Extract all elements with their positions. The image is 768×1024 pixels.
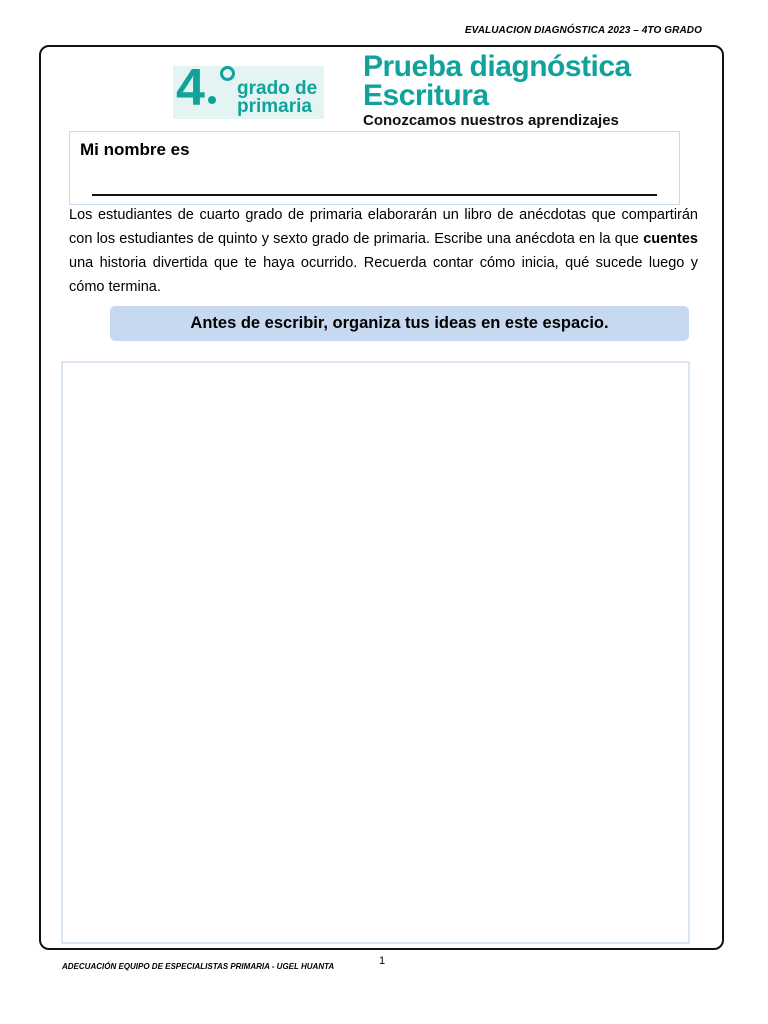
ideas-banner	[110, 306, 689, 341]
title-block	[363, 52, 683, 129]
page-header: EVALUACION DIAGNÓSTICA 2023 – 4TO GRADO	[464, 25, 702, 36]
ideas-banner-text: Antes de escribir, organiza tus ideas en este espacio.	[190, 314, 609, 332]
ideas-writing-area[interactable]	[61, 361, 690, 944]
name-label: Mi nombre es	[80, 140, 190, 159]
grade-badge	[173, 59, 324, 119]
instructions-text-2: una historia divertida que te haya ocurrido. Recuerda contar cómo inicia, qué sucede luego y cómo termina.	[69, 255, 698, 295]
instructions-paragraph	[69, 203, 698, 299]
name-box	[69, 131, 680, 205]
title-line-1: Prueba diagnóstica	[363, 50, 631, 83]
page-number: 1	[379, 955, 386, 967]
grade-label	[237, 80, 317, 116]
grade-number: 4	[176, 59, 205, 117]
title-line-2: Escritura	[363, 79, 489, 112]
name-field[interactable]	[92, 194, 657, 196]
instructions-text-1: Los estudiantes de cuarto grado de primaria elaborarán un libro de anécdotas que compartirán con los estudiantes de quinto y sexto grado de primaria. Escribe una anécdota en la que	[69, 207, 698, 247]
grade-label-line1: grado de	[237, 78, 318, 99]
subtitle: Conozcamos nuestros aprendizajes	[363, 112, 619, 129]
footer-credit: ADECUACIÓN EQUIPO DE ESPECIALISTAS PRIMARIA - UGEL HUANTA	[62, 962, 335, 971]
grade-label-line2: primaria	[237, 96, 312, 117]
ordinal-mark-icon	[220, 66, 235, 81]
grade-dot	[208, 96, 216, 104]
instructions-emphasis: cuentes	[643, 231, 698, 247]
